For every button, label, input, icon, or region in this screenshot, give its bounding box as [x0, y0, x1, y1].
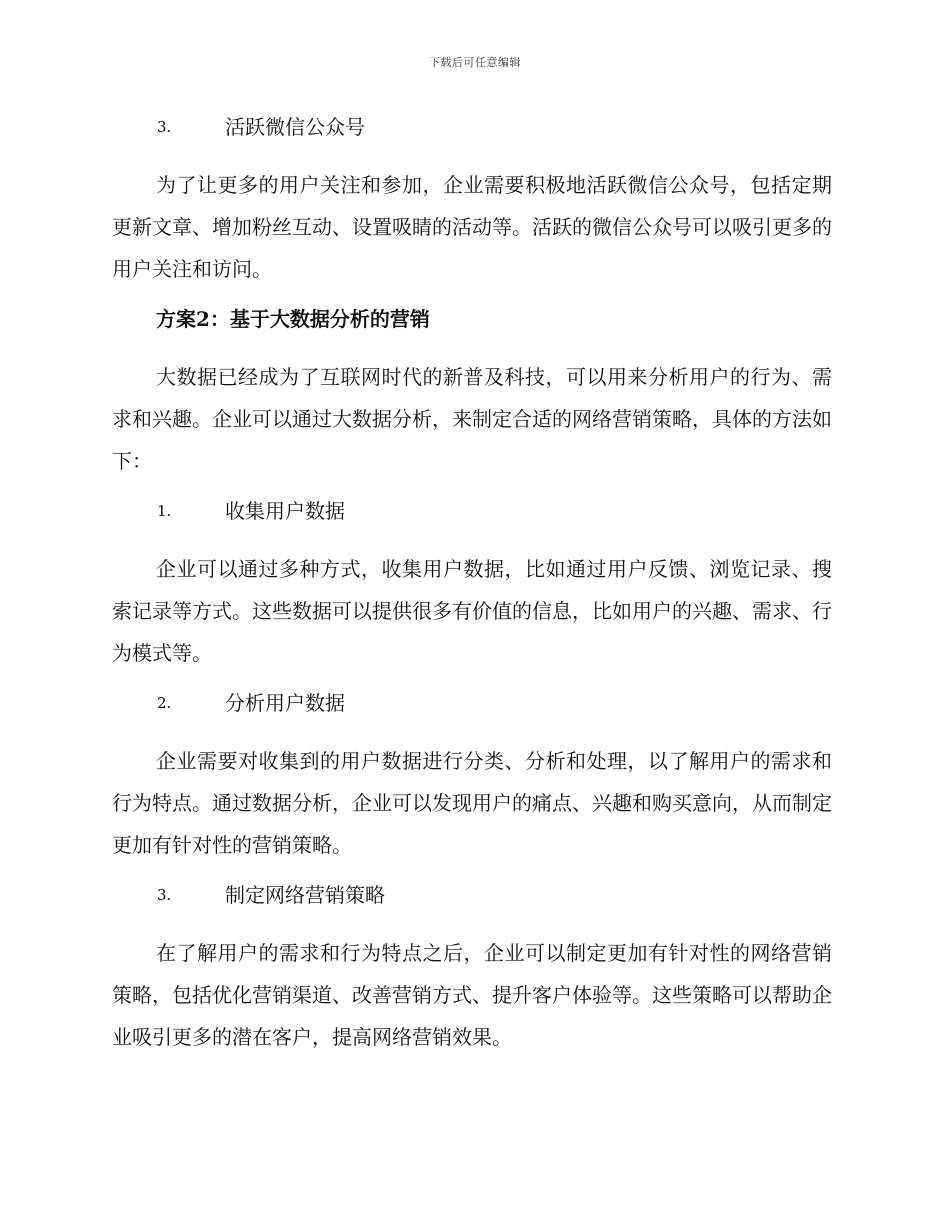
paragraph-big-data-intro: 大数据已经成为了互联网时代的新普及科技，可以用来分析用户的行为、需求和兴趣。企业可以通过大数据分析，来制定合适的网络营销策略，具体的方法如下：: [112, 365, 832, 473]
paragraph-collect-data: 企业可以通过多种方式，收集用户数据，比如通过用户反馈、浏览记录、搜索记录等方式。这些数据可以提供很多有价值的信息，比如用户的兴趣、需求、行为模式等。: [112, 557, 832, 665]
paragraph-analyze-data: 企业需要对收集到的用户数据进行分类、分析和处理，以了解用户的需求和行为特点。通过数据分析，企业可以发现用户的痛点、兴趣和购买意向，从而制定更加有针对性的营销策略。: [112, 749, 832, 857]
list-heading-title: 制定网络营销策略: [225, 883, 385, 907]
document-body: [112, 110, 832, 1070]
paragraph-wechat: 为了让更多的用户关注和参加，企业需要积极地活跃微信公众号，包括定期更新文章、增加粉丝互动、设置吸睛的活动等。活跃的微信公众号可以吸引更多的用户关注和访问。: [112, 173, 832, 281]
paragraph-marketing-strategy: 在了解用户的需求和行为特点之后，企业可以制定更加有针对性的网络营销策略，包括优化营销渠道、改善营销方式、提升客户体验等。这些策略可以帮助企业吸引更多的潜在客户，提高网络营销效果。: [112, 941, 832, 1049]
list-heading-3-active-wechat: [112, 110, 832, 144]
list-heading-2-analyze-data: [112, 686, 832, 720]
list-heading-3-marketing-strategy: [112, 878, 832, 912]
list-heading-title: 活跃微信公众号: [225, 115, 365, 139]
list-number: 1.: [157, 502, 172, 520]
list-heading-title: 收集用户数据: [225, 499, 345, 523]
list-number: 3.: [157, 118, 172, 136]
list-heading-1-collect-data: [112, 494, 832, 528]
header-note: 下载后可任意编辑: [429, 56, 521, 69]
section-title-plan-2: 方案2：基于大数据分析的营销: [156, 307, 430, 331]
list-number: 3.: [157, 886, 172, 904]
list-heading-title: 分析用户数据: [225, 691, 345, 715]
list-number: 2.: [157, 694, 172, 712]
